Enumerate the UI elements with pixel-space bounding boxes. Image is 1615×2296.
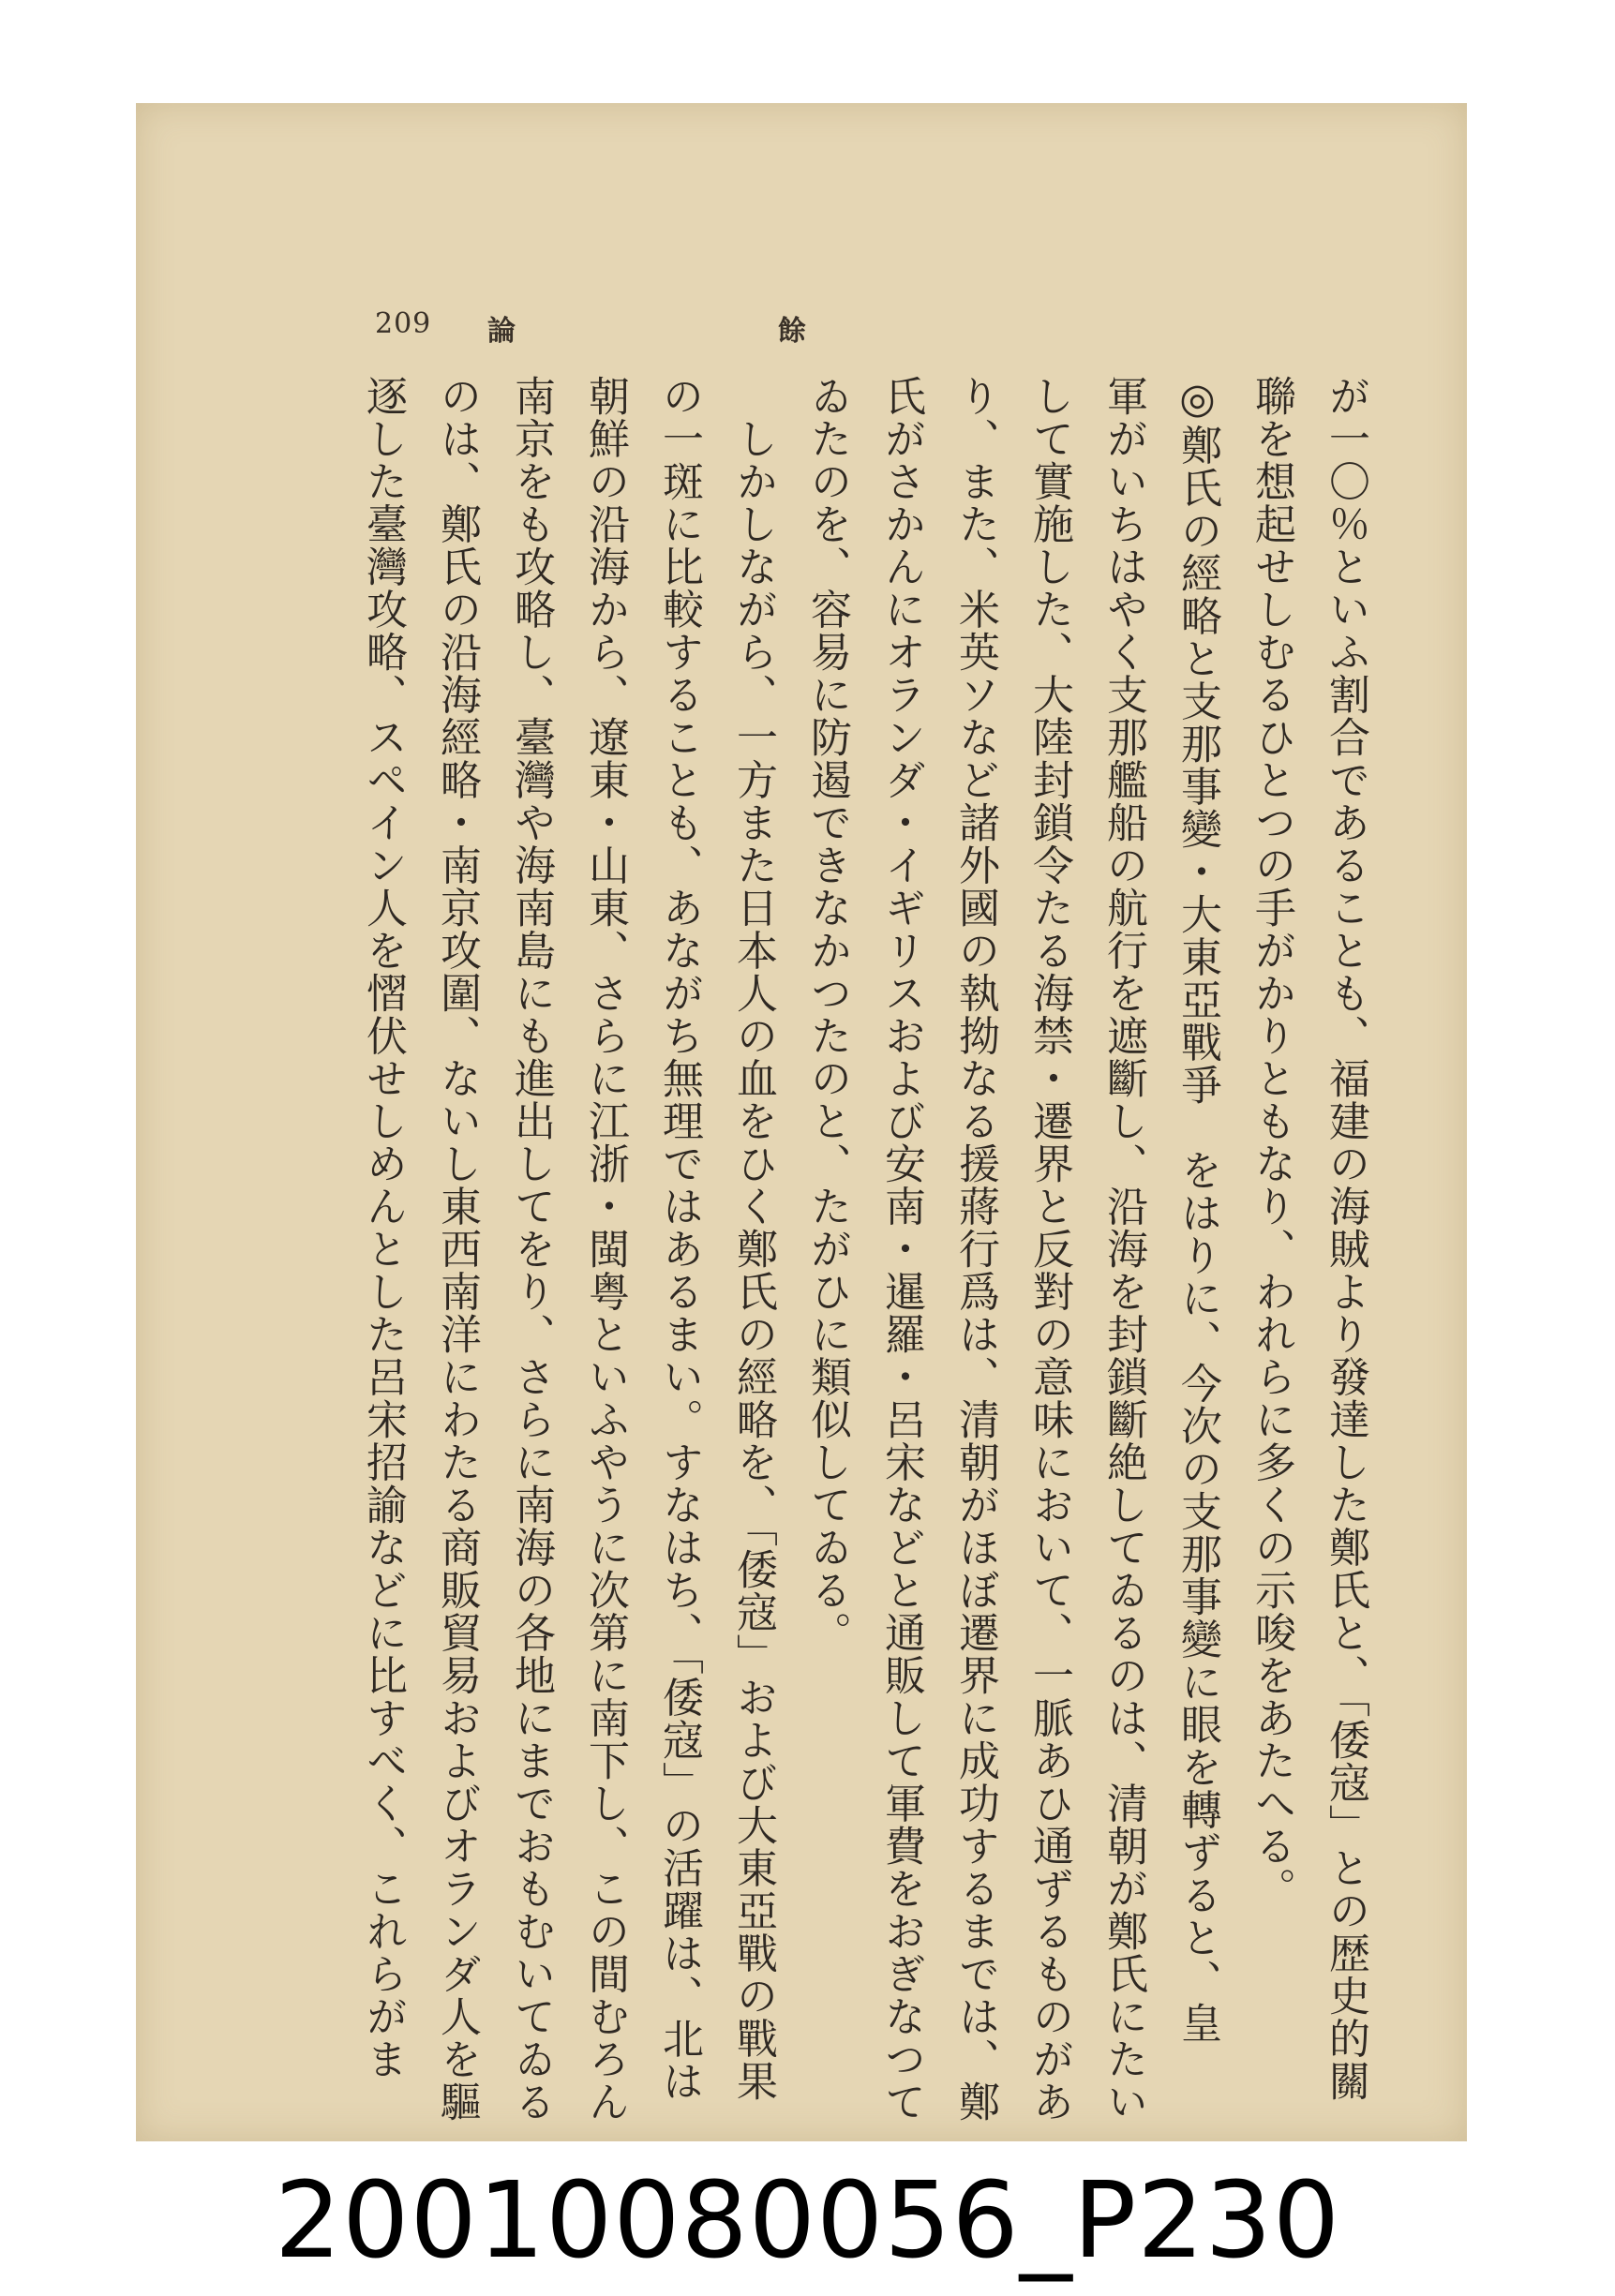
running-header <box>136 307 1467 354</box>
text-line: の一斑に比較することも、あながち無理ではあるまい。すなはち、「倭寇」の活躍は、北は <box>655 375 703 2103</box>
text-line: のは、鄭氏の沿海經略・南京攻圍、ないし東西南洋にわたる商販貿易およびオランダ人を驅 <box>433 375 481 2124</box>
text-line: が一〇％といふ割合であることも、福建の海賊より發達した鄭氏と、「倭寇」との歴史的關 <box>1322 375 1369 2103</box>
text-line: 軍がいちはやく支那艦船の航行を遮斷し、沿海を封鎖斷絶してゐるのは、清朝が鄭氏にたい <box>1099 375 1147 2124</box>
text-line: して實施した、大陸封鎖令たる海禁・遷界と反對の意味において、一脈あひ通ずるものがあ <box>1025 375 1073 2124</box>
archive-id-caption: 20010080056_P230 <box>274 2160 1341 2282</box>
text-line: ゐたのを、容易に防遏できなかつたのと、たがひに類似してゐる。 <box>803 375 851 1654</box>
text-line: 聯を想起せしむるひとつの手がかりともなり、われらに多くの示唆をあたへる。 <box>1248 375 1295 1910</box>
text-line: 氏がさかんにオランダ・イギリスおよび安南・暹羅・呂宋などと通販して軍費をおぎなつて <box>877 375 925 2124</box>
header-title-right: 餘 <box>778 315 806 348</box>
text-line: ◎鄭氏の經略と支那事變・大東亞戰爭 をはりに、今次の支那事變に眼を轉ずると、皇 <box>1174 375 1221 2045</box>
text-line: しかしながら、一方また日本人の血をひく鄭氏の經略を、「倭寇」および大東亞戰の戰果 <box>729 375 777 2103</box>
vertical-body-text <box>359 375 1383 2124</box>
page-number: 209 <box>375 307 432 340</box>
text-line: 逐した臺灣攻略、スペイン人を慴伏せしめんとした呂宋招諭などに比すべく、これらがま <box>359 375 407 2080</box>
header-title-left: 論 <box>487 315 516 348</box>
text-line: 南京をも攻略し、臺灣や海南島にも進出してをり、さらに南海の各地にまでおもむいてゐる <box>507 375 555 2124</box>
text-line: り、また、米英ソなど諸外國の執拗なる援蔣行爲は、清朝がほぼ遷界に成功するまでは、鄭 <box>951 375 999 2124</box>
scanned-page <box>136 103 1467 2141</box>
text-line: 朝鮮の沿海から、遼東・山東、さらに江浙・閩粤といふやうに次第に南下し、この間むろん <box>581 375 629 2124</box>
